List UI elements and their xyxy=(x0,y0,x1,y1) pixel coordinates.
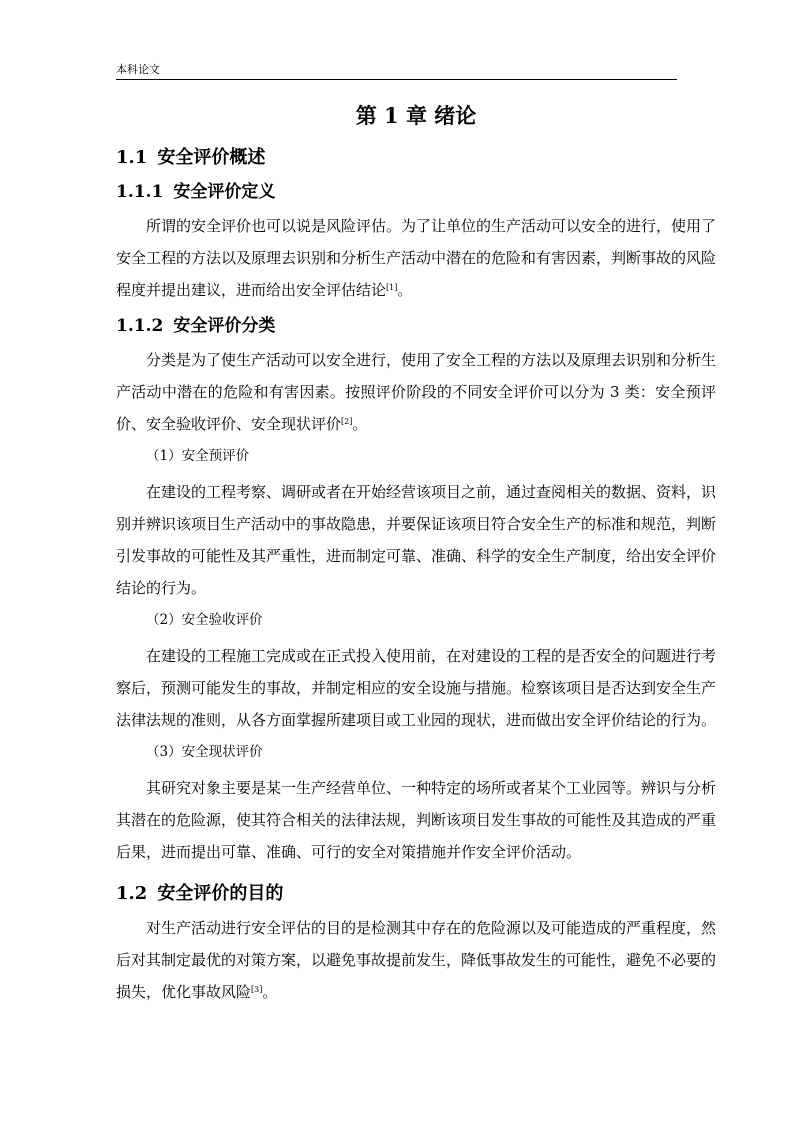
citation-ref: [2] xyxy=(341,417,353,426)
paragraph-definition xyxy=(116,210,716,306)
subsection-number: 1.1.2 xyxy=(116,316,164,336)
subsection-number: 1.1.1 xyxy=(116,182,164,202)
section-number: 1.2 xyxy=(116,883,148,904)
citation-ref: [1] xyxy=(386,283,398,292)
subsection-title: 安全评价分类 xyxy=(173,316,276,336)
paragraph-text: 所谓的安全评价也可以说是风险评估。为了让单位的生产活动可以安全的进行，使用了安全工程的方法以及原理去识别和分析生产活动中潜在的危险和有害因素，判断事故的风险程度并提出建议，进而给出安全评估结论 xyxy=(116,217,717,299)
section-heading-1-2 xyxy=(116,880,716,908)
running-head: 本科论文 xyxy=(116,63,160,76)
paragraph-tail: 。 xyxy=(352,415,368,433)
header-rule xyxy=(116,79,677,80)
paragraph-status-evaluation: 其研究对象主要是某一生产经营单位、一种特定的场所或者某个工业园等。辨识与分析其潜在的危险源，使其符合相关的法律法规，判断该项目发生事故的可能性及其造成的严重后果，进而提出可靠、准确、可行的安全对策措施并作安全评价活动。 xyxy=(116,779,717,861)
citation-ref: [3] xyxy=(251,985,263,994)
list-item-title-3: （3）安全现状评价 xyxy=(146,744,263,760)
paragraph-text: 分类是为了使生产活动可以安全进行，使用了安全工程的方法以及原理去识别和分析生产活动中潜在的危险和有害因素。按照评价阶段的不同安全评价可以分为 3 类：安全预评价、安全验收评价、安全现状评价 xyxy=(116,351,717,433)
paragraph-tail: 。 xyxy=(397,281,413,299)
list-item-title-2: （2）安全验收评价 xyxy=(146,612,263,628)
paragraph-tail: 。 xyxy=(262,983,278,1001)
subsection-heading-1-1-2 xyxy=(116,312,716,340)
section-title: 安全评价概述 xyxy=(157,147,266,168)
subsection-title: 安全评价定义 xyxy=(173,182,276,202)
page-body xyxy=(116,100,716,1008)
paragraph-pre-evaluation: 在建设的工程考察、调研或者在开始经营该项目之前，通过查阅相关的数据、资料，识别并辨识该项目生产活动中的事故隐患，并要保证该项目符合安全生产的标准和规范，判断引发事故的可能性及其严重性，进而制定可靠、准确、科学的安全生产制度，给出安全评价结论的行为。 xyxy=(116,483,717,597)
paragraph-acceptance-evaluation: 在建设的工程施工完成或在正式投入使用前，在对建设的工程的是否安全的问题进行考察后，预测可能发生的事故，并制定相应的安全设施与措施。检察该项目是否达到安全生产法律法规的准则，从各方面掌握所建项目或工业园的现状，进而做出安全评价结论的行为。 xyxy=(116,647,717,729)
paragraph-classification xyxy=(116,344,716,440)
subsection-heading-1-1-1 xyxy=(116,178,716,206)
section-number: 1.1 xyxy=(116,147,148,168)
list-item-title-1: （1）安全预评价 xyxy=(146,448,250,464)
paragraph-text: 对生产活动进行安全评估的目的是检测其中存在的危险源以及可能造成的严重程度，然后对其制定最优的对策方案，以避免事故提前发生，降低事故发生的可能性，避免不必要的损失，优化事故风险 xyxy=(116,919,717,1001)
section-title: 安全评价的目的 xyxy=(157,883,284,904)
chapter-title: 第 1 章 绪论 xyxy=(355,103,477,128)
section-heading-1-1 xyxy=(116,144,716,172)
paragraph-purpose xyxy=(116,912,716,1008)
